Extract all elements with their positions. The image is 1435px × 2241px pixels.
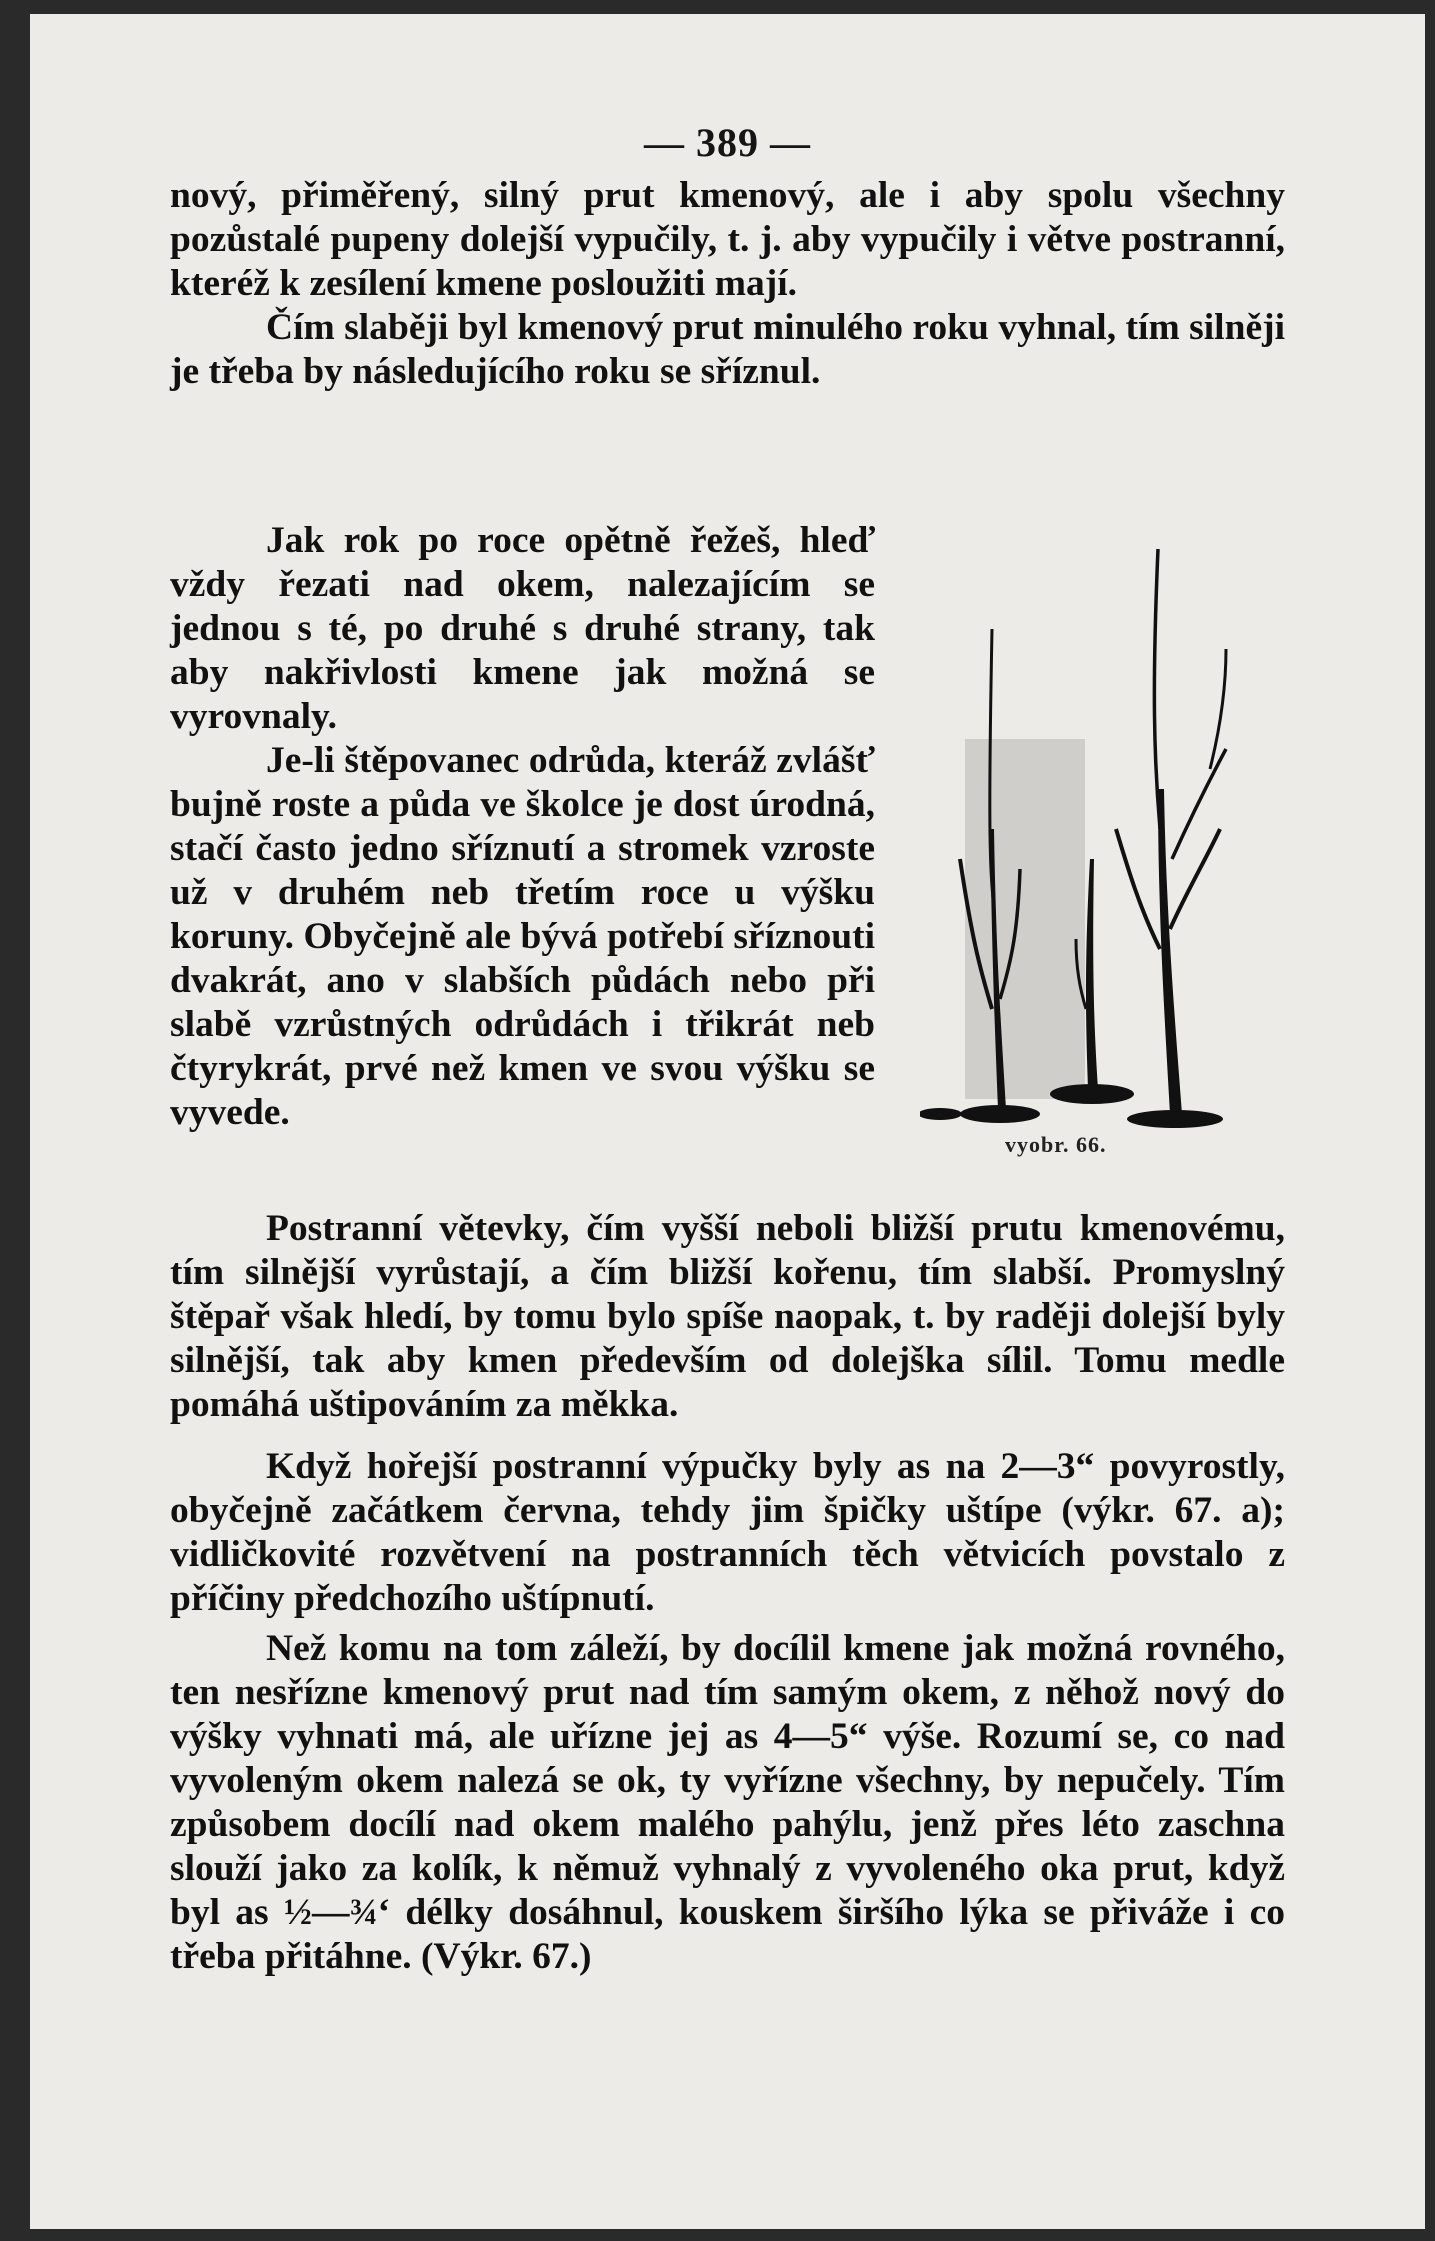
paragraph: Když hořejší postranní výpučky byly as na 2—3“ povyrostly, obyčejně začátkem června, tehdy jim špičky uštípe (výkr. 67. a); vidličkovité rozvětvení na postranních těch větvicích povstalo z příčiny předchozího uštípnutí. (170, 1446, 1285, 1619)
top-text-block (170, 174, 1285, 394)
tree-illustration (920, 529, 1275, 1129)
paragraph: Než komu na tom záleží, by docílil kmene jak možná rovného, ten nesřízne kmenový prut nad tím samým okem, z něhož nový do výšky vyhnati má, ale uřízne jej as 4—5“ výše. Rozumí se, co nad vyvoleným okem nalezá se ok, ty vyřízne všechny, by nepučely. Tím způsobem docílí nad okem malého pahýlu, jenž přes léto zaschna slouží jako za kolík, k němuž vyhnalý z vyvoleného oka prut, když byl as ½—¾‘ délky dosáhnul, kouskem širšího lýka se přiváže i co třeba přitáhne. (Výkr. 67.) (170, 1628, 1285, 1977)
paragraph: Postranní větevky, čím vyšší neboli bližší prutu kmenovému, tím silnější vyrůstají, a čím bližší kořenu, tím slabší. Promyslný štěpař však hledí, by tomu bylo spíše naopak, t. by raději dolejší byly silnější, tak aby kmen především od dolejška sílil. Tomu medle pomáhá uštipováním za měkka. (170, 1208, 1285, 1425)
paragraph: Je-li štěpovanec odrůda, kteráž zvlášť bujně roste a půda ve školce je dost úrodná, stačí často jedno sříznutí a stromek vzroste už v druhém neb třetím roce u výšku koruny. Obyčejně ale bývá potřebí sříznouti dvakrát, ano v slabších půdách nebo při slabě vzrůstných odrůdách i třikrát neb čtyrykrát, prvé než kmen ve svou výšku se vyvede. (170, 740, 875, 1133)
bottom-text-block (170, 1207, 1285, 1979)
figure-66 (920, 529, 1275, 1169)
page-number: — 389 — (644, 120, 811, 165)
paragraph: Čím slaběji byl kmenový prut minulého roku vyhnal, tím silněji je třeba by následujícího roku se sříznul. (170, 307, 1285, 392)
figure-side-text-block (170, 519, 875, 1135)
book-page (30, 14, 1425, 2229)
paragraph: Jak rok po roce opětně řežeš, hleď vždy řezati nad okem, nalezajícím se jednou s té, po druhé s druhé strany, tak aby nakřivlosti kmene jak možná se vyrovnaly. (170, 520, 875, 737)
paragraph: nový, přiměřený, silný prut kmenový, ale i aby spolu všechny pozůstalé pupeny dolejší vypučily, t. j. aby vypučily i větve postranní, kteréž k zesílení kmene posloužiti mají. (170, 175, 1285, 304)
figure-caption: vyobr. 66. (1005, 1132, 1107, 1157)
